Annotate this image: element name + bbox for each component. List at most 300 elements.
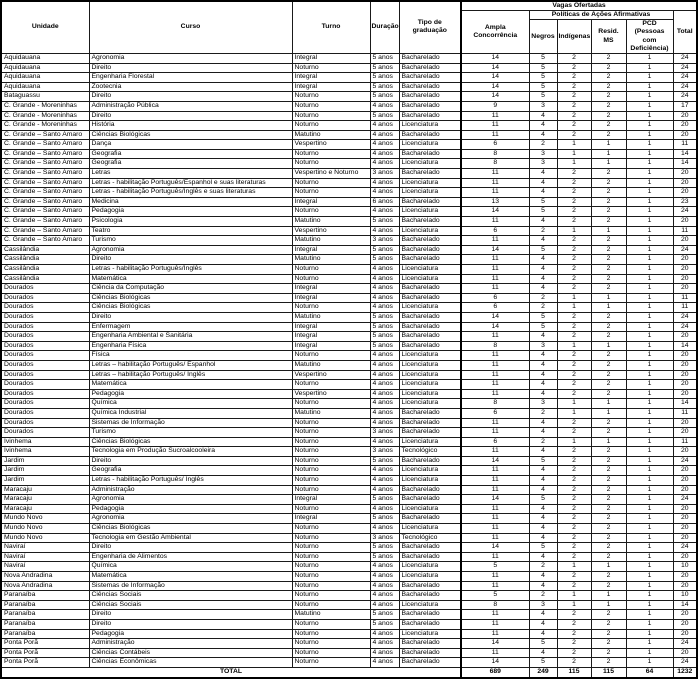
cell-turno: Noturno	[292, 476, 370, 486]
cell-curso: Direito	[89, 63, 292, 73]
cell-indigenas: 2	[557, 552, 591, 562]
cell-total: 14	[673, 399, 697, 409]
cell-turno: Noturno	[292, 524, 370, 534]
cell-indigenas: 2	[557, 504, 591, 514]
cell-resid-ms: 2	[591, 619, 626, 629]
cell-negros: 5	[529, 639, 557, 649]
cell-duracao: 5 anos	[370, 456, 399, 466]
cell-negros: 4	[529, 629, 557, 639]
cell-tipo: Bacharelado	[399, 495, 461, 505]
cell-resid-ms: 2	[591, 169, 626, 179]
cell-unidade: Aquidauana	[1, 73, 89, 83]
cell-curso: História	[89, 121, 292, 131]
cell-ampla: 5	[461, 591, 529, 601]
cell-curso: Direito	[89, 92, 292, 102]
cell-total: 20	[673, 619, 697, 629]
cell-unidade: Dourados	[1, 370, 89, 380]
cell-pcd: 1	[626, 82, 673, 92]
cell-pcd: 1	[626, 121, 673, 131]
cell-tipo: Licenciatura	[399, 466, 461, 476]
cell-turno: Integral	[292, 245, 370, 255]
cell-total: 20	[673, 447, 697, 457]
cell-ampla: 6	[461, 303, 529, 313]
cell-tipo: Licenciatura	[399, 524, 461, 534]
cell-pcd: 1	[626, 217, 673, 227]
cell-turno: Noturno	[292, 265, 370, 275]
cell-total: 14	[673, 159, 697, 169]
col-header-resid-ms: Resid. MS	[591, 20, 626, 54]
cell-curso: Administração	[89, 639, 292, 649]
cell-resid-ms: 2	[591, 447, 626, 457]
cell-pcd: 1	[626, 408, 673, 418]
cell-resid-ms: 1	[591, 591, 626, 601]
table-row	[1, 217, 697, 227]
cell-pcd: 1	[626, 629, 673, 639]
cell-turno: Integral	[292, 73, 370, 83]
cell-total: 11	[673, 293, 697, 303]
cell-unidade: Mundo Novo	[1, 524, 89, 534]
cell-resid-ms: 2	[591, 121, 626, 131]
cell-resid-ms: 2	[591, 63, 626, 73]
cell-tipo: Bacharelado	[399, 514, 461, 524]
cell-curso: Agronomia	[89, 495, 292, 505]
cell-tipo: Bacharelado	[399, 648, 461, 658]
cell-pcd: 1	[626, 380, 673, 390]
cell-total: 20	[673, 265, 697, 275]
table-row	[1, 111, 697, 121]
cell-resid-ms: 2	[591, 274, 626, 284]
cell-pcd: 1	[626, 476, 673, 486]
cell-turno: Integral	[292, 495, 370, 505]
cell-tipo: Licenciatura	[399, 303, 461, 313]
cell-negros: 4	[529, 332, 557, 342]
cell-resid-ms: 1	[591, 293, 626, 303]
cell-duracao: 4 anos	[370, 629, 399, 639]
cell-resid-ms: 2	[591, 111, 626, 121]
cell-turno: Noturno	[292, 63, 370, 73]
cell-tipo: Bacharelado	[399, 312, 461, 322]
cell-negros: 4	[529, 178, 557, 188]
total-ampla: 689	[461, 667, 529, 677]
cell-total: 24	[673, 92, 697, 102]
col-header-tipo: Tipo de graduação	[399, 1, 461, 53]
cell-resid-ms: 2	[591, 207, 626, 217]
cell-indigenas: 1	[557, 341, 591, 351]
cell-turno: Noturno	[292, 207, 370, 217]
cell-unidade: Dourados	[1, 351, 89, 361]
cell-duracao: 5 anos	[370, 332, 399, 342]
cell-negros: 4	[529, 504, 557, 514]
cell-negros: 2	[529, 303, 557, 313]
cell-curso: Ciências Econômicas	[89, 658, 292, 668]
cell-tipo: Bacharelado	[399, 101, 461, 111]
cell-tipo: Licenciatura	[399, 389, 461, 399]
cell-duracao: 5 anos	[370, 552, 399, 562]
cell-turno: Noturno	[292, 111, 370, 121]
table-row	[1, 226, 697, 236]
cell-pcd: 1	[626, 245, 673, 255]
table-row	[1, 197, 697, 207]
cell-turno: Noturno	[292, 437, 370, 447]
cell-ampla: 8	[461, 399, 529, 409]
cell-pcd: 1	[626, 418, 673, 428]
cell-negros: 5	[529, 53, 557, 63]
cell-total: 20	[673, 572, 697, 582]
cell-curso: Ciências Biológicas	[89, 437, 292, 447]
cell-turno: Noturno	[292, 485, 370, 495]
cell-curso: Geografia	[89, 466, 292, 476]
cell-resid-ms: 2	[591, 610, 626, 620]
cell-curso: Administração	[89, 485, 292, 495]
cell-negros: 4	[529, 169, 557, 179]
cell-turno: Integral	[292, 332, 370, 342]
cell-indigenas: 2	[557, 169, 591, 179]
cell-turno: Integral	[292, 322, 370, 332]
cell-curso: Direito	[89, 610, 292, 620]
cell-duracao: 4 anos	[370, 648, 399, 658]
table-row	[1, 562, 697, 572]
cell-indigenas: 1	[557, 159, 591, 169]
cell-resid-ms: 2	[591, 92, 626, 102]
cell-ampla: 11	[461, 572, 529, 582]
cell-total: 20	[673, 428, 697, 438]
table-row	[1, 188, 697, 198]
cell-tipo: Bacharelado	[399, 255, 461, 265]
cell-ampla: 11	[461, 380, 529, 390]
cell-turno: Integral	[292, 82, 370, 92]
cell-total: 20	[673, 284, 697, 294]
table-row	[1, 265, 697, 275]
col-header-curso: Curso	[89, 1, 292, 53]
cell-curso: Geografia	[89, 149, 292, 159]
cell-resid-ms: 2	[591, 495, 626, 505]
cell-total: 20	[673, 485, 697, 495]
cell-resid-ms: 2	[591, 322, 626, 332]
cell-duracao: 3 anos	[370, 428, 399, 438]
cell-ampla: 11	[461, 265, 529, 275]
cell-curso: Administração Pública	[89, 101, 292, 111]
cell-turno: Noturno	[292, 149, 370, 159]
table-body	[1, 53, 697, 667]
cell-pcd: 1	[626, 581, 673, 591]
cell-resid-ms: 2	[591, 581, 626, 591]
cell-ampla: 11	[461, 447, 529, 457]
cell-turno: Noturno	[292, 504, 370, 514]
cell-pcd: 1	[626, 149, 673, 159]
cell-duracao: 4 anos	[370, 639, 399, 649]
cell-total: 23	[673, 197, 697, 207]
cell-total: 20	[673, 351, 697, 361]
cell-negros: 4	[529, 380, 557, 390]
cell-total: 24	[673, 322, 697, 332]
cell-duracao: 3 anos	[370, 447, 399, 457]
cell-curso: Ciências Biológicas	[89, 524, 292, 534]
cell-tipo: Bacharelado	[399, 82, 461, 92]
cell-resid-ms: 2	[591, 197, 626, 207]
cell-curso: Agronomia	[89, 245, 292, 255]
cell-indigenas: 2	[557, 418, 591, 428]
cell-indigenas: 2	[557, 101, 591, 111]
cell-unidade: Mundo Novo	[1, 533, 89, 543]
cell-negros: 3	[529, 149, 557, 159]
cell-ampla: 14	[461, 73, 529, 83]
cell-pcd: 1	[626, 255, 673, 265]
cell-resid-ms: 2	[591, 351, 626, 361]
cell-resid-ms: 2	[591, 245, 626, 255]
cell-tipo: Licenciatura	[399, 629, 461, 639]
cell-indigenas: 2	[557, 428, 591, 438]
cell-duracao: 4 anos	[370, 418, 399, 428]
cell-unidade: C. Grande – Santo Amaro	[1, 149, 89, 159]
table-row	[1, 524, 697, 534]
cell-negros: 5	[529, 197, 557, 207]
col-header-indigenas: Indígenas	[557, 20, 591, 54]
cell-pcd: 1	[626, 140, 673, 150]
cell-pcd: 1	[626, 226, 673, 236]
cell-pcd: 1	[626, 360, 673, 370]
col-header-duracao: Duração	[370, 1, 399, 53]
cell-unidade: C. Grande – Santo Amaro	[1, 140, 89, 150]
cell-curso: Direito	[89, 312, 292, 322]
pcd-line-1: PCD	[642, 20, 657, 28]
cell-tipo: Bacharelado	[399, 341, 461, 351]
cell-duracao: 4 anos	[370, 581, 399, 591]
cell-ampla: 11	[461, 274, 529, 284]
cell-unidade: Ponta Porã	[1, 648, 89, 658]
cell-turno: Noturno	[292, 648, 370, 658]
cell-negros: 5	[529, 82, 557, 92]
cell-indigenas: 2	[557, 648, 591, 658]
table-row	[1, 495, 697, 505]
cell-curso: Zootecnia	[89, 82, 292, 92]
cell-tipo: Licenciatura	[399, 600, 461, 610]
table-row	[1, 159, 697, 169]
cell-turno: Matutino	[292, 236, 370, 246]
cell-unidade: Dourados	[1, 341, 89, 351]
table-header	[1, 1, 697, 53]
cell-total: 10	[673, 591, 697, 601]
cell-indigenas: 2	[557, 92, 591, 102]
cell-ampla: 6	[461, 293, 529, 303]
cell-turno: Noturno	[292, 581, 370, 591]
cell-ampla: 11	[461, 466, 529, 476]
cell-negros: 4	[529, 524, 557, 534]
cell-ampla: 11	[461, 217, 529, 227]
table-row	[1, 341, 697, 351]
cell-total: 20	[673, 121, 697, 131]
cell-curso: Letras - habilitação Português/Espanhol e suas literaturas	[89, 178, 292, 188]
cell-unidade: Aquidauana	[1, 82, 89, 92]
cell-ampla: 11	[461, 610, 529, 620]
cell-unidade: Ivinhema	[1, 437, 89, 447]
cell-unidade: Naviraí	[1, 552, 89, 562]
cell-pcd: 1	[626, 562, 673, 572]
cell-tipo: Licenciatura	[399, 274, 461, 284]
cell-pcd: 1	[626, 53, 673, 63]
cell-negros: 4	[529, 265, 557, 275]
cell-indigenas: 1	[557, 226, 591, 236]
cell-negros: 4	[529, 447, 557, 457]
cell-resid-ms: 1	[591, 226, 626, 236]
cell-pcd: 1	[626, 591, 673, 601]
cell-resid-ms: 2	[591, 514, 626, 524]
cell-indigenas: 2	[557, 255, 591, 265]
cell-indigenas: 1	[557, 399, 591, 409]
cell-duracao: 5 anos	[370, 82, 399, 92]
cell-ampla: 14	[461, 495, 529, 505]
table-row	[1, 447, 697, 457]
cell-unidade: Paranaíba	[1, 629, 89, 639]
cell-curso: Ciência da Computação	[89, 284, 292, 294]
table-row	[1, 485, 697, 495]
cell-unidade: Paranaíba	[1, 619, 89, 629]
cell-total: 20	[673, 178, 697, 188]
cell-duracao: 6 anos	[370, 197, 399, 207]
cell-ampla: 11	[461, 428, 529, 438]
cell-duracao: 4 anos	[370, 600, 399, 610]
cell-duracao: 4 anos	[370, 370, 399, 380]
table-row	[1, 178, 697, 188]
cell-turno: Noturno	[292, 543, 370, 553]
group-header-politicas: Políticas de Ações Afirmativas	[529, 11, 673, 20]
cell-indigenas: 2	[557, 456, 591, 466]
cell-ampla: 11	[461, 619, 529, 629]
cell-ampla: 14	[461, 312, 529, 322]
cell-resid-ms: 2	[591, 312, 626, 322]
cell-resid-ms: 2	[591, 332, 626, 342]
cell-total: 20	[673, 370, 697, 380]
cell-ampla: 11	[461, 121, 529, 131]
cell-pcd: 1	[626, 197, 673, 207]
cell-unidade: Ivinhema	[1, 447, 89, 457]
cell-indigenas: 2	[557, 476, 591, 486]
cell-turno: Noturno	[292, 188, 370, 198]
cell-turno: Noturno	[292, 552, 370, 562]
cell-negros: 4	[529, 418, 557, 428]
cell-duracao: 3 anos	[370, 236, 399, 246]
cell-unidade: C. Grande – Santo Amaro	[1, 169, 89, 179]
cell-curso: Matemática	[89, 572, 292, 582]
cell-total: 20	[673, 533, 697, 543]
total-resid-ms: 115	[591, 667, 626, 677]
table-row	[1, 351, 697, 361]
cell-turno: Integral	[292, 341, 370, 351]
cell-unidade: Nova Andradina	[1, 572, 89, 582]
cell-ampla: 9	[461, 101, 529, 111]
cell-unidade: Dourados	[1, 303, 89, 313]
cell-tipo: Bacharelado	[399, 418, 461, 428]
cell-ampla: 14	[461, 639, 529, 649]
cell-resid-ms: 2	[591, 236, 626, 246]
cell-curso: Ciências Sociais	[89, 600, 292, 610]
pcd-line-2: (Pessoas com	[634, 28, 665, 44]
cell-pcd: 1	[626, 389, 673, 399]
cell-curso: Teatro	[89, 226, 292, 236]
cell-turno: Noturno	[292, 159, 370, 169]
cell-resid-ms: 2	[591, 130, 626, 140]
cell-pcd: 1	[626, 610, 673, 620]
total-row	[1, 667, 697, 677]
cell-duracao: 5 anos	[370, 92, 399, 102]
cell-resid-ms: 1	[591, 341, 626, 351]
cell-negros: 4	[529, 485, 557, 495]
cell-total: 20	[673, 581, 697, 591]
cell-unidade: Dourados	[1, 284, 89, 294]
table-row	[1, 581, 697, 591]
cell-curso: Agronomia	[89, 514, 292, 524]
cell-duracao: 4 anos	[370, 303, 399, 313]
cell-turno: Matutino	[292, 255, 370, 265]
table-row	[1, 121, 697, 131]
cell-pcd: 1	[626, 485, 673, 495]
cell-negros: 5	[529, 63, 557, 73]
cell-indigenas: 2	[557, 658, 591, 668]
cell-unidade: C. Grande – Santo Amaro	[1, 217, 89, 227]
table-row	[1, 456, 697, 466]
cell-pcd: 1	[626, 236, 673, 246]
cell-curso: Tecnologia em Produção Sucroalcooleira	[89, 447, 292, 457]
cell-ampla: 11	[461, 332, 529, 342]
cell-tipo: Bacharelado	[399, 332, 461, 342]
cell-turno: Integral	[292, 293, 370, 303]
cell-curso: Pedagogia	[89, 629, 292, 639]
cell-ampla: 6	[461, 140, 529, 150]
group-header-vagas-ofertadas: Vagas Ofertadas	[461, 1, 697, 11]
cell-total: 24	[673, 82, 697, 92]
table-row	[1, 428, 697, 438]
cell-indigenas: 2	[557, 82, 591, 92]
cell-curso: Letras	[89, 169, 292, 179]
table-row	[1, 245, 697, 255]
cell-tipo: Bacharelado	[399, 293, 461, 303]
cell-ampla: 14	[461, 207, 529, 217]
cell-unidade: Naviraí	[1, 543, 89, 553]
table-row	[1, 332, 697, 342]
cell-curso: Engenharia Florestal	[89, 73, 292, 83]
cell-duracao: 4 anos	[370, 572, 399, 582]
cell-pcd: 1	[626, 341, 673, 351]
cell-resid-ms: 2	[591, 53, 626, 63]
cell-duracao: 3 anos	[370, 533, 399, 543]
cell-ampla: 8	[461, 600, 529, 610]
cell-duracao: 4 anos	[370, 360, 399, 370]
cell-turno: Noturno	[292, 639, 370, 649]
cell-turno: Noturno	[292, 562, 370, 572]
cell-turno: Noturno	[292, 600, 370, 610]
cell-tipo: Bacharelado	[399, 236, 461, 246]
cell-curso: Medicina	[89, 197, 292, 207]
cell-ampla: 11	[461, 504, 529, 514]
cell-tipo: Licenciatura	[399, 476, 461, 486]
cell-ampla: 11	[461, 255, 529, 265]
cell-total: 20	[673, 111, 697, 121]
cell-duracao: 4 anos	[370, 380, 399, 390]
cell-curso: Letras – habilitação Português/ Inglês	[89, 370, 292, 380]
cell-tipo: Bacharelado	[399, 322, 461, 332]
cell-duracao: 4 anos	[370, 178, 399, 188]
cell-negros: 5	[529, 312, 557, 322]
cell-total: 24	[673, 639, 697, 649]
cell-indigenas: 1	[557, 303, 591, 313]
cell-turno: Vespertino e Noturno	[292, 169, 370, 179]
cell-negros: 3	[529, 101, 557, 111]
col-header-unidade: Unidade	[1, 1, 89, 53]
cell-tipo: Tecnológico	[399, 447, 461, 457]
col-header-total: Total	[673, 11, 697, 54]
cell-curso: Engenharia Física	[89, 341, 292, 351]
cell-pcd: 1	[626, 284, 673, 294]
table-row	[1, 370, 697, 380]
